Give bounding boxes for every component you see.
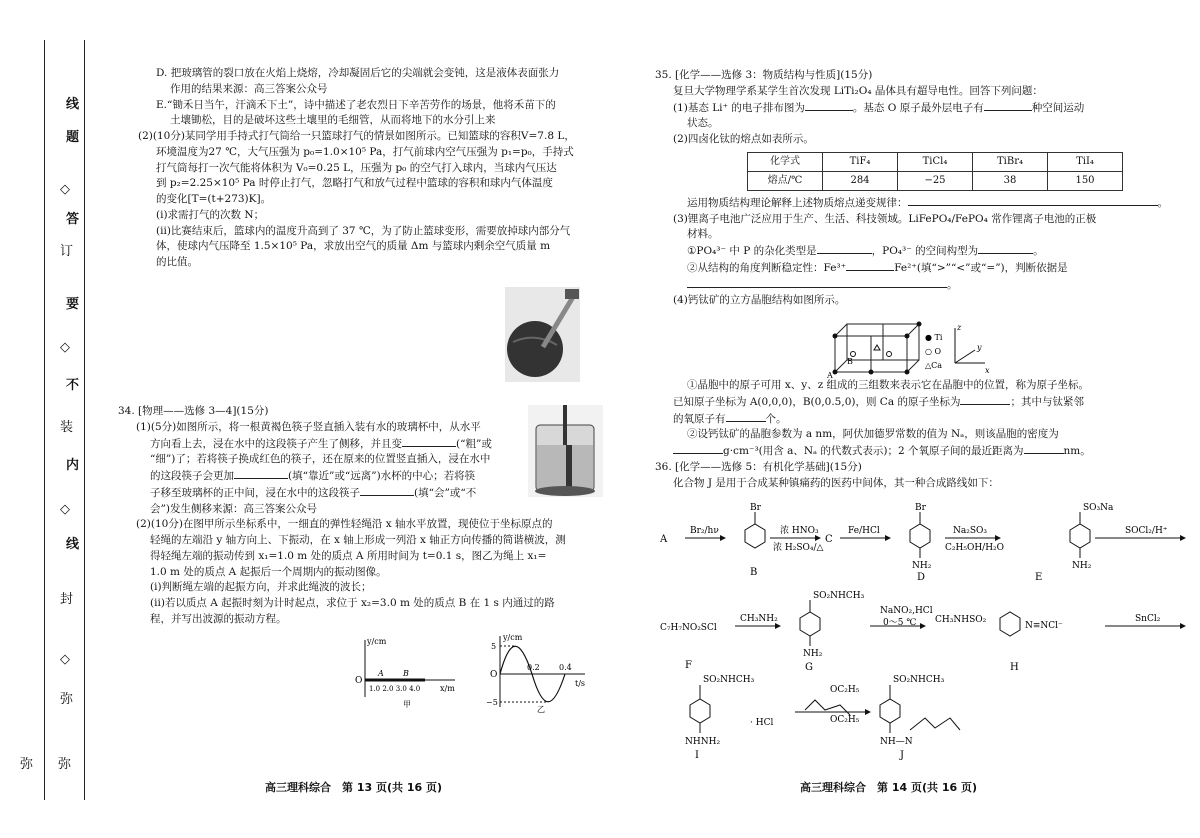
answer-blank[interactable] bbox=[402, 436, 456, 447]
origin-label: O bbox=[355, 676, 363, 686]
q35-3-text: ②从结构的角度判断稳定性：Fe³⁺ bbox=[687, 261, 847, 274]
diazo-label: N≡NCl⁻ bbox=[1025, 621, 1063, 631]
reagent-3: Fe/HCl bbox=[848, 526, 880, 536]
reagent-5: SOCl₂/H⁺ bbox=[1125, 526, 1168, 536]
left-column bbox=[138, 66, 608, 271]
answer-blank[interactable] bbox=[817, 243, 872, 254]
q33-2-line: 打气筒每打一次气能将体积为 V₀=0.25 L，压强为 p₀ 的空气打入球内，当球内气压达 bbox=[156, 161, 557, 174]
nh2-label: NH₂ bbox=[803, 649, 823, 659]
q35-4-2: ②设钙钛矿的晶胞参数为 a nm，阿伏加德罗常数的值为 Nₐ，则该晶胞的密度为 bbox=[687, 428, 1059, 441]
q35-4-text: (4)钙钛矿的立方晶胞结构如图所示。 bbox=[673, 294, 846, 307]
q35-1-text: (1)基态 Li⁺ 的电子排布图为 bbox=[673, 101, 805, 114]
q33-ii: (ii)比赛结束后，篮球内的温度升高到了 37 ℃，为了防止篮球变形，需要放掉球内部分气 bbox=[156, 224, 571, 237]
melting-point-table bbox=[747, 152, 1123, 191]
q33-ii: 的比值。 bbox=[156, 256, 198, 268]
answer-blank[interactable] bbox=[908, 195, 1158, 206]
axis-x: x bbox=[985, 366, 990, 375]
binding-side-word: 弥 bbox=[20, 757, 34, 772]
q33-i: (i)求需打气的次数 N； bbox=[156, 208, 265, 221]
answer-blank[interactable] bbox=[846, 260, 894, 271]
q35-1-text: 状态。 bbox=[687, 117, 719, 130]
binding-diamond: ◇ bbox=[60, 652, 70, 667]
q35-intro: 复旦大学物理学系某学生首次发现 LiTi₂O₄ 晶体具有超导电性。回答下列问题： bbox=[673, 84, 1043, 97]
compound-c: C bbox=[825, 534, 833, 545]
q34-2-line: 轻绳的左端沿 y 轴方向上、下振动，在 x 轴上形成一列沿 x 轴正方向传播的简谐横波，测 bbox=[150, 534, 566, 546]
so2nhch3-label: SO₂NHCH₃ bbox=[703, 675, 755, 685]
compound-f: F bbox=[685, 660, 692, 671]
reagent-1: Br₂/hν bbox=[690, 526, 719, 536]
answer-blank[interactable] bbox=[1024, 443, 1064, 454]
f-formula: C₇H₇NO₂SCl bbox=[660, 623, 717, 633]
q34-2-ii: 程，并写出波源的振动方程。 bbox=[150, 612, 287, 625]
binding-char: 订 bbox=[60, 244, 74, 259]
answer-blank[interactable] bbox=[984, 100, 1032, 111]
q35-4-2: nm。 bbox=[1063, 445, 1091, 457]
reagent-4a: Na₂SO₃ bbox=[953, 526, 988, 536]
br-label: Br bbox=[750, 503, 761, 513]
t1-label: 0.2 bbox=[527, 663, 540, 672]
binding-char: 弥 bbox=[60, 692, 74, 707]
binding-line-inner bbox=[84, 40, 85, 800]
q34-1-text: (“粗”或 bbox=[456, 437, 492, 450]
q35-1-text: 种空间运动 bbox=[1031, 101, 1085, 114]
q33-2-line: 到 p₂=2.25×10⁵ Pa 时停止打气，忽略打气和放气过程中篮球的容积和球内气体温度 bbox=[156, 177, 553, 190]
axis-y: y bbox=[977, 343, 982, 352]
figure-jia bbox=[345, 635, 465, 710]
legend-ti: ● Ti bbox=[925, 333, 943, 342]
point-b-label: B bbox=[403, 669, 409, 678]
table-cell: −25 bbox=[898, 171, 973, 190]
page-footer-right: 高三理科综合 第 14 页(共 16 页) bbox=[800, 781, 977, 794]
q35-3-text: (3)锂离子电池广泛应用于生产、生活、科技领域。LiFePO₄/FePO₄ 常作锂离子电池的正极 bbox=[673, 212, 1097, 225]
table-cell: 150 bbox=[1048, 171, 1123, 190]
reagent-4b: C₂H₅OH/H₂O bbox=[945, 543, 1005, 553]
y-label: y/cm bbox=[367, 637, 387, 646]
compound-i: I bbox=[695, 750, 699, 761]
y-label: y/cm bbox=[503, 633, 523, 642]
figure-yi bbox=[485, 632, 590, 714]
point-b-label: B bbox=[847, 357, 853, 366]
q33-2-line: 环境温度为27 ℃，大气压强为 p₀=1.0×10⁵ Pa，打气前球内空气压强为 p₁=p₀，手持式 bbox=[156, 145, 574, 158]
option-e-cont: 土壤锄松，目的是破坏这些土壤里的毛细管，从而将地下的水分引上来 bbox=[170, 114, 496, 127]
x-ticks: 1.0 2.0 3.0 4.0 bbox=[369, 685, 421, 693]
q35-2-text: (2)四卤化钛的熔点如表所示。 bbox=[673, 133, 814, 145]
so3na-label: SO₃Na bbox=[1083, 503, 1114, 513]
binding-char: 答 bbox=[66, 212, 80, 227]
q34-1-line: 会”)发生侧移来源：高三答案公众号 bbox=[150, 502, 317, 515]
q35-3-text: ，PO₄³⁻ 的空间构型为 bbox=[871, 245, 979, 257]
caption-yi: 乙 bbox=[537, 705, 545, 714]
q35-4-1: 已知原子坐标为 A(0,0,0)，B(0,0.5,0)，则 Ca 的原子坐标为 bbox=[673, 395, 961, 408]
compound-j: J bbox=[900, 750, 905, 761]
nh2-label: NH₂ bbox=[912, 561, 932, 571]
so2nhch3-label: SO₂NHCH₃ bbox=[893, 675, 945, 685]
binding-char: 装 bbox=[60, 420, 74, 435]
reagent-2b: 浓 H₂SO₄/△ bbox=[773, 543, 824, 553]
answer-blank[interactable] bbox=[960, 394, 1010, 405]
binding-char: 线 bbox=[66, 97, 80, 112]
q34-1-line: “细”)了；若将筷子换成红色的筷子，还在原来的位置竖直插入，浸在水中 bbox=[150, 453, 491, 466]
q35-3-text: ①PO₄³⁻ 中 P 的杂化类型是 bbox=[687, 245, 817, 257]
axis-z: z bbox=[957, 323, 962, 332]
binding-char: 内 bbox=[66, 458, 80, 473]
answer-blank[interactable] bbox=[978, 243, 1033, 254]
binding-side-word: 弥 bbox=[58, 757, 72, 772]
q35-3-text: 材料。 bbox=[687, 228, 719, 241]
q34-1-text: 子移至玻璃杯的正中间，浸在水中的这段筷子 bbox=[150, 486, 360, 499]
q34-1-text: 方向看上去，浸在水中的这段筷子产生了侧移，并且变 bbox=[150, 437, 402, 450]
point-a-label: A bbox=[827, 371, 833, 378]
nh-n-label: NH—N bbox=[880, 737, 913, 747]
q34-1-text: (填“靠近”或“远离”)水杯的中心；若将筷 bbox=[288, 470, 476, 482]
x-label: x/m bbox=[440, 684, 455, 693]
page-footer-left: 高三理科综合 第 13 页(共 16 页) bbox=[265, 781, 442, 794]
compound-d: D bbox=[917, 572, 926, 583]
legend-ca: △Ca bbox=[925, 361, 943, 370]
table-header-cell: 化学式 bbox=[748, 152, 823, 171]
compound-a: A bbox=[660, 534, 668, 545]
q35-3-text: Fe²⁺(填“>”“<”或“=”)，判断依据是 bbox=[894, 261, 1068, 274]
compound-b: B bbox=[750, 567, 758, 578]
answer-blank[interactable] bbox=[234, 468, 288, 479]
t2-label: 0.4 bbox=[559, 663, 572, 672]
q34-1-text: (填“会”或“不 bbox=[414, 486, 477, 499]
q35-2b-text: 运用物质结构理论解释上述物质熔点递变规律： bbox=[687, 196, 908, 209]
binding-char: 线 bbox=[66, 537, 80, 552]
binding-diamond: ◇ bbox=[60, 502, 70, 517]
binding-line-outer bbox=[44, 40, 45, 800]
legend-o: ○ O bbox=[925, 347, 942, 356]
answer-blank[interactable] bbox=[687, 277, 947, 288]
table-cell: 熔点/℃ bbox=[748, 171, 823, 190]
right-column-cont bbox=[655, 378, 1175, 491]
br-label: Br bbox=[915, 503, 926, 513]
reagent-2a: 浓 HNO₃ bbox=[780, 526, 819, 536]
q35-4-1: 个。 bbox=[765, 412, 787, 425]
q35-4-2: g·cm⁻³(用含 a、Nₐ 的代数式表示)；2 个氧原子间的最近距离为 bbox=[723, 445, 1024, 457]
q34-2-i: (i)判断绳左端的起振方向，并求此绳波的波长； bbox=[150, 581, 372, 594]
q34-2-line: 1.0 m 处的质点 A 起振后一个周期内的振动图像。 bbox=[150, 565, 387, 578]
perovskite-cell-figure bbox=[825, 318, 995, 378]
q36-intro: 化合物 J 是用于合成某种镇痛药的医药中间体，其一种合成路线如下： bbox=[673, 476, 999, 489]
option-d: D. 把玻璃管的裂口放在火焰上烧熔，冷却凝固后它的尖端就会变钝，这是液体表面张力 bbox=[156, 67, 560, 79]
table-header-cell: TiCl₄ bbox=[898, 152, 973, 171]
caption-jia: 甲 bbox=[403, 700, 411, 709]
ymax-label: 5 bbox=[491, 642, 497, 651]
right-column: 35. [化学——选修 3：物质结构与性质](15分) 复旦大学物理学系某学生首次发现 LiTi₂O₄ 晶体具有超导电性。回答下列问题： (1)基态 Li⁺ 的电子排布图为 。基态 O 原子最外层电子有 种空间运动 状态。 (2)四卤化钛的熔点如表所示。 化学式 TiF₄ TiCl₄ TiBr₄ TiI₄ 熔点/℃ 284 −25 38 150 运用物质结构理论解释上述物质熔点递变规律： 。 (3)锂离子电池广泛应用于生产、生活、科技领域。LiFePO₄/FePO₄ 常作锂离子电池的正极 材料。 ①PO₄³⁻ 中 P 的杂化类型是 ，PO₄³⁻ 的空间构型为 。 ②从结构的角度判断稳定性：Fe³⁺ Fe²⁺(填“>”“<”或“=”)，判断依据是 。 (4)钙钛矿的立方晶胞结构如图所示。 bbox=[655, 68, 1175, 309]
ch3nhso2-label: CH₃NHSO₂ bbox=[935, 615, 987, 625]
binding-diamond: ◇ bbox=[60, 340, 70, 355]
binding-char: 要 bbox=[66, 297, 80, 312]
reagent-8: SnCl₂ bbox=[1135, 614, 1161, 624]
nh2-label: NH₂ bbox=[1072, 561, 1092, 571]
q34-1-text: 的这段筷子会更加 bbox=[150, 470, 234, 482]
basketball-pump-figure bbox=[505, 287, 580, 382]
table-header-cell: TiI₄ bbox=[1048, 152, 1123, 171]
glass-chopstick-figure bbox=[528, 405, 603, 497]
answer-blank[interactable] bbox=[726, 411, 766, 422]
q34-1-line: (1)(5分)如图所示，将一根黄褐色筷子竖直插入装有水的玻璃杯中，从水平 bbox=[136, 420, 481, 433]
point-a-label: A bbox=[378, 669, 384, 678]
answer-blank[interactable] bbox=[673, 443, 723, 454]
synthesis-route bbox=[655, 500, 1195, 770]
table-header-cell: TiBr₄ bbox=[973, 152, 1048, 171]
binding-char: 题 bbox=[66, 130, 80, 145]
q35-title: 35. [化学——选修 3：物质结构与性质](15分) bbox=[655, 69, 873, 81]
q35-4-1: ①晶胞中的原子可用 x、y、z 组成的三组数来表示它在晶胞中的位置，称为原子坐标。 bbox=[687, 379, 1090, 391]
option-d-cont: 作用的结果来源：高三答案公众号 bbox=[170, 82, 328, 95]
q34-2-ii: (ii)若以质点 A 起振时刻为计时起点，求位于 x₂=3.0 m 处的质点 B 在 1 s 内通过的路 bbox=[150, 597, 555, 609]
answer-blank[interactable] bbox=[360, 485, 414, 496]
t-label: t/s bbox=[575, 679, 586, 688]
q34-title: 34. [物理——选修 3—4](15分) bbox=[118, 405, 269, 417]
binding-char: 不 bbox=[66, 378, 80, 393]
table-cell: 38 bbox=[973, 171, 1048, 190]
origin-label: O bbox=[490, 670, 498, 680]
q35-4-1: ；其中与钛紧邻 bbox=[1010, 395, 1084, 408]
table-cell: 284 bbox=[823, 171, 898, 190]
compound-e: E bbox=[1035, 572, 1043, 583]
binding-char: 封 bbox=[60, 592, 74, 607]
q33-ii: 体，使球内气压降至 1.5×10⁵ Pa，求放出空气的质量 Δm 与篮球内剩余空气质量 m bbox=[156, 240, 551, 253]
answer-blank[interactable] bbox=[805, 100, 853, 111]
nhnh2-label: NHNH₂ bbox=[685, 737, 721, 747]
reagent-7b: 0～5 ℃ bbox=[883, 618, 917, 628]
q35-4-1: 的氧原子有 bbox=[673, 412, 726, 425]
oc2h5-label: OC₂H₅ bbox=[830, 685, 860, 695]
q34-2-line: 得轻绳左端的振动传到 x₁=1.0 m 处的质点 A 所用时间为 t=0.1 s，图乙为绳上 x₁= bbox=[150, 549, 547, 562]
so2nhch3-label: SO₂NHCH₃ bbox=[813, 591, 865, 601]
q36-title: 36. [化学——选修 5：有机化学基础](15分) bbox=[655, 460, 862, 473]
reagent-6: CH₃NH₂ bbox=[740, 614, 778, 624]
oc2h5-label: OC₂H₅ bbox=[830, 715, 860, 725]
q34-2-line: (2)(10分)在图甲所示坐标系中，一细直的弹性轻绳沿 x 轴水平放置，现使位于坐标原点的 bbox=[136, 518, 553, 531]
q33-2-line: (2)(10分)某同学用手持式打气筒给一只篮球打气的情景如图所示。已知篮球的容积V=7.8 L， bbox=[138, 130, 575, 142]
binding-margin bbox=[0, 0, 95, 838]
reagent-7a: NaNO₂,HCl bbox=[880, 606, 933, 616]
table-header-cell: TiF₄ bbox=[823, 152, 898, 171]
ymin-label: −5 bbox=[486, 698, 498, 707]
q35-1-text: 。基态 O 原子最外层电子有 bbox=[852, 101, 984, 114]
compound-g: G bbox=[805, 662, 813, 673]
option-e: E.“锄禾日当午，汗滴禾下土”，诗中描述了老农烈日下辛苦劳作的场景，他将禾苗下的 bbox=[156, 98, 556, 111]
hcl-label: · HCl bbox=[750, 718, 774, 728]
q33-2-line: 的变化[T=(t+273)K]。 bbox=[156, 193, 272, 205]
binding-diamond: ◇ bbox=[60, 182, 70, 197]
compound-h: H bbox=[1010, 662, 1019, 673]
